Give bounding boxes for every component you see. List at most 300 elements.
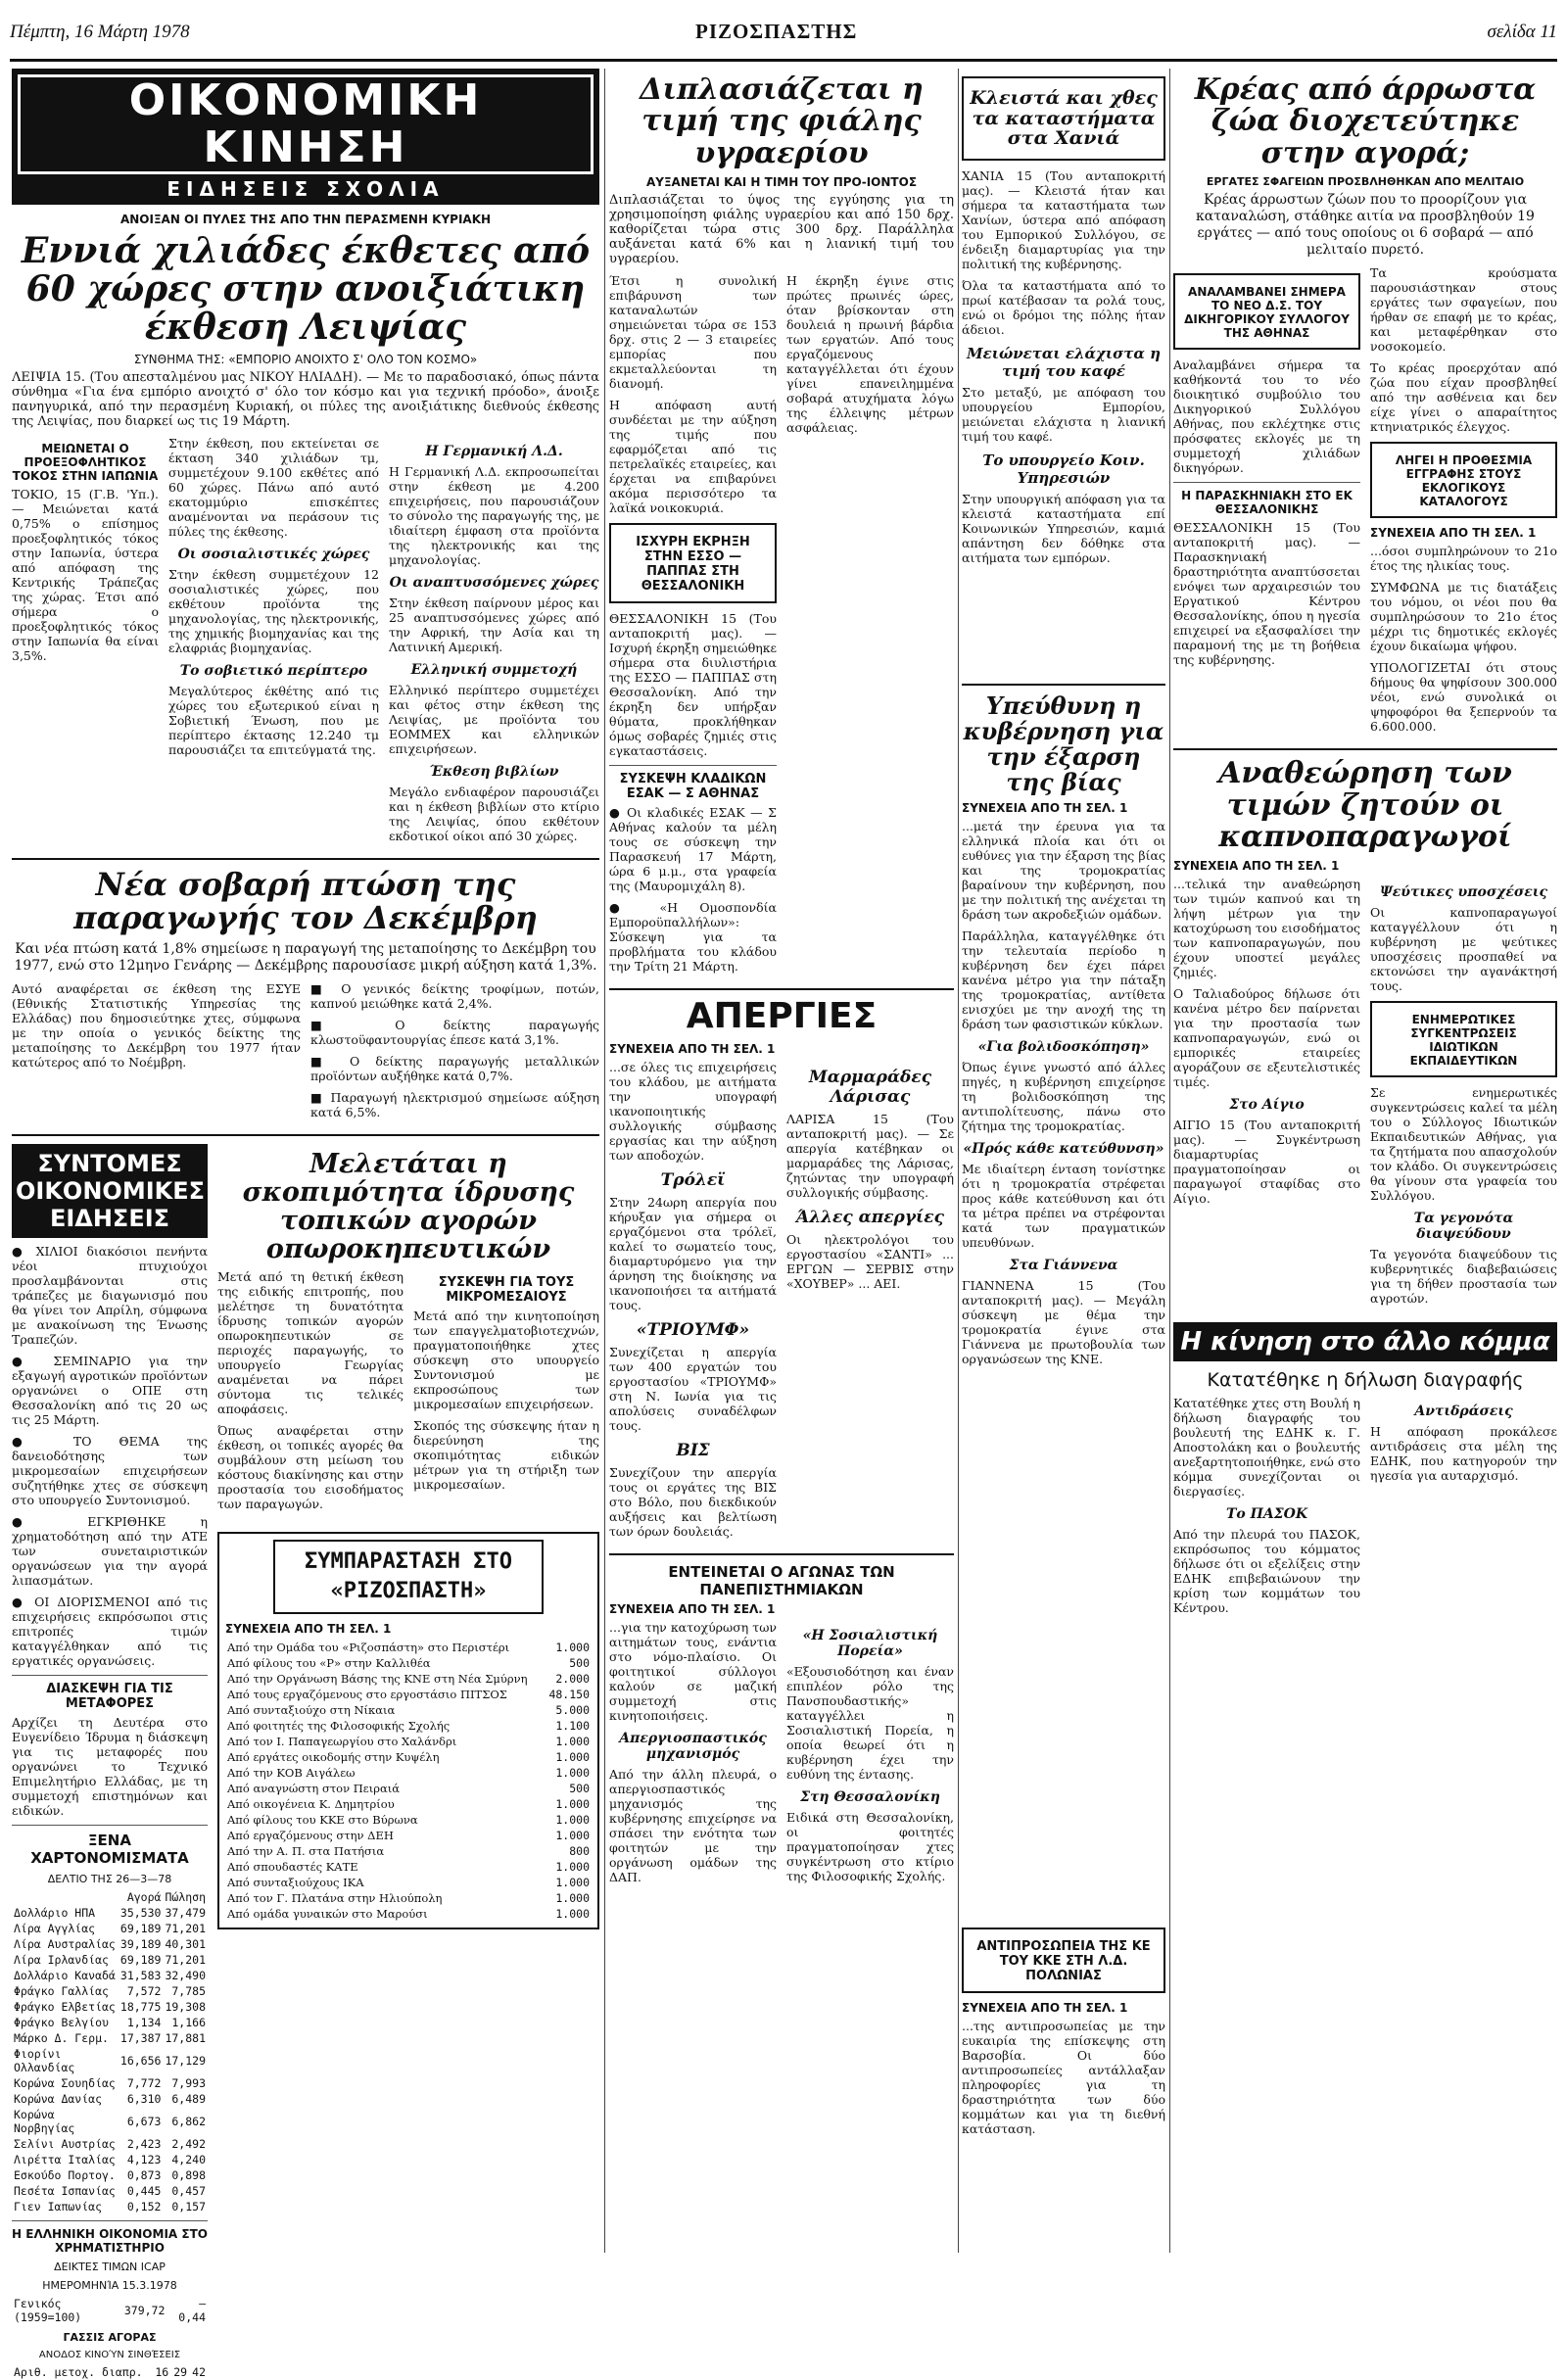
fx-title: ΞΕΝΑ ΧΑΡΤΟΝΟΜΙΣΜΑΤΑ	[30, 1831, 189, 1867]
fx-col-sell: Πώληση	[165, 1889, 206, 1904]
solidarity-title: ΣΥΜΠΑΡΑΣΤΑΣΗ ΣΤΟ «ΡΙΖΟΣΠΑΣΤΗ»	[273, 1540, 544, 1614]
article-subhead: Το ΠΑΣΟΚ	[1226, 1506, 1307, 1523]
fx-currency: Φράγκο Ελβετίας	[14, 1999, 116, 2014]
right-upper	[1173, 265, 1557, 740]
fx-buy: 2,423	[126, 2136, 162, 2151]
donation-amount: 800	[569, 1844, 590, 1859]
fx-sell: 0,157	[171, 2199, 206, 2213]
article-subhead: Το σοβιετικό περίπτερο	[179, 662, 368, 679]
issue-date: Πέμπτη, 16 Μάρτη 1978	[10, 22, 190, 42]
article-subhead: Έκθεση βιβλίων	[429, 763, 559, 780]
fx-buy: 7,572	[126, 1983, 162, 1998]
article-subhead: Τρόλεϊ	[660, 1170, 726, 1191]
article-body: Έτσι η συνολική επιβάρυνση των καταναλωτών σημειώνεται τώρα σε 153 δρχ. στις 2 — 3 εταιρείες εμπορίας που εκμεταλλεύονται τη διανομή.	[609, 273, 777, 392]
market-title: ΓΑΣΣΙΣ ΑΓΟΡΑΣ	[63, 2330, 157, 2344]
continuation-note: ΣΥΝΕΧΕΙΑ ΑΠΟ ΤΗ ΣΕΛ. 1	[1370, 526, 1537, 541]
market-value: 16	[155, 2364, 169, 2379]
fx-sell: 17,129	[165, 2053, 206, 2068]
article-body: ...για την κατοχύρωση των αιτημάτων τους, ενάντια στο νόμο-πλαίσιο. Οι φοιτητικοί σύλλογοι καλούν σε μαζική συμμετοχή στις κινητοποιήσεις.	[609, 1620, 777, 1724]
article-body: Στην έκθεση, που εκτείνεται σε έκταση 340 χιλιάδων τμ, συμμετέχουν 9.100 εκθέτες από 60 χώρες. Πάνω από αυτό εκατομμύριο επισκέπτες αναμένονται να περάσουν τις πύλες της έκθεσης.	[168, 435, 379, 539]
article-body: Συνεχίζεται η απεργία των 400 εργατών του εργοστασίου «ΤΡΙΟΥΜΦ» στη Ν. Ιωνία για τις απολύσεις συναδέλφων τους.	[609, 1345, 777, 1434]
index-date: ΗΜΕΡΟΜΗΝΊΑ 15.3.1978	[42, 2278, 177, 2292]
article-headline: Κρέας από άρρωστα ζώα διοχετεύτηκε στην αγορά;	[1194, 72, 1537, 170]
divider	[609, 988, 954, 990]
electoral-box	[1370, 442, 1557, 518]
brief-item: ● ΤΟ ΘΕΜΑ της δανειοδότησης των μικρομεσαίων επιχειρήσεων συζητήθηκε χτες σε σύσκεψη στο υπουργείο Συντονισμού.	[12, 1433, 208, 1507]
column-rule	[604, 69, 605, 2253]
article-subhead: «ΤΡΙΟΥΜΦ»	[636, 1320, 750, 1341]
brief-item: ● ΣΕΜΙΝΑΡΙΟ για την εξαγωγή αγροτικών προϊόντων οργανώνει ο ΟΠΕ στη Θεσσαλονίκη από τις 20 ως τις 25 Μάρτη.	[12, 1353, 208, 1427]
donation-amount: 1.000	[555, 1876, 590, 1890]
article-headline: ΑΝΤΙΠΡΟΣΩΠΕΙΑ ΤΗΣ ΚΕ ΤΟΥ ΚΚΕ ΣΤΗ Λ.Δ. ΠΟΛΩΝΙΑΣ	[976, 1939, 1151, 1983]
article-body: Από την άλλη πλευρά, ο απεργιοσπαστικός μηχανισμός της κυβέρνησης επιχείρησε να σπάσει την ενότητα των φοιτητών με την οργάνωση ομάδων της ΔΑΠ.	[609, 1767, 777, 1885]
article-body: Η έκρηξη έγινε στις πρώτες πρωινές ώρες, όταν βρίσκονταν στη δουλειά η πρωινή βάρδια των εργατών. Από τους εργαζόμενους καταγγέλλεται ότι έχουν γίνει επανειλημμένα σοβαρά ατυχήματα λόγω της έλλειψης μέτρων ασφάλειας.	[786, 273, 954, 436]
right-section	[1173, 69, 1557, 2253]
fx-buy: 69,189	[119, 1921, 162, 1935]
fx-sell: 6,489	[171, 2091, 206, 2106]
fx-currency: Γιεν Ιαπωνίας	[14, 2199, 103, 2213]
fx-sell: 0,457	[171, 2183, 206, 2198]
fx-buy: 4,123	[126, 2152, 162, 2166]
divider	[12, 1825, 208, 1826]
fx-buy: 35,530	[119, 1905, 162, 1920]
article-headline: ΕΝΤΕΙΝΕΤΑΙ Ο ΑΓΩΝΑΣ ΤΩΝ ΠΑΝΕΠΙΣΤΗΜΙΑΚΩΝ	[668, 1563, 895, 1599]
article-body: Στην έκθεση συμμετέχουν 12 σοσιαλιστικές χώρες, που εκθέτουν προϊόντα της μηχανολογίας, της ηλεκτρονικής, της χημικής βιομηχανίας και της ελαφριάς βιομηχανίας.	[168, 566, 379, 655]
fx-row	[12, 2199, 208, 2214]
fx-col-buy: Αγορά	[126, 1889, 162, 1904]
page-masthead	[10, 8, 1557, 62]
prices-body	[1173, 877, 1557, 1312]
continuation-note: ΣΥΝΕΧΕΙΑ ΑΠΟ ΤΗ ΣΕΛ. 1	[609, 1042, 776, 1057]
brief-item: ● ΕΓΚΡΙΘΗΚΕ η χρηματοδότηση από την ΑΤΕ των συνεταιριστικών οργανώσεων για την αγορά λιπασμάτων.	[12, 1513, 208, 1588]
article-subhead: Στη Θεσσαλονίκη	[800, 1789, 940, 1806]
article-body: Με ιδιαίτερη ένταση τονίστηκε ότι η τρομοκρατία στρέφεται προς κάθε κατεύθυνση και ότι τα μέτρα πρέπει να στρέφονται κατά των πραγματικών υπευθύνων.	[962, 1161, 1165, 1250]
donor-text: Από συνταξιούχο στη Νίκαια	[227, 1703, 396, 1718]
solidarity-row	[225, 1812, 592, 1828]
article-body: Το κρέας προερχόταν από ζώα που είχαν προσβληθεί από την ασθένεια και δεν είχε γίνει ο απαραίτητος κτηνιατρικός έλεγχος.	[1370, 360, 1557, 435]
solidarity-row	[225, 1906, 592, 1922]
article-body: Ειδικά στη Θεσσαλονίκη, οι φοιτητές πραγματοποίησαν χτες συγκέντρωση στο κτίριο της Φιλοσοφικής Σχολής.	[786, 1810, 954, 1884]
continuation-note: ΣΥΝΕΧΕΙΑ ΑΠΟ ΤΗ ΣΕΛ. 1	[962, 800, 1128, 815]
article-lead: Διπλασιάζεται το ύψος της εγγύησης για τη χρησιμοποίηση φιάλης υγραερίου και από 150 δρχ. καθορίζεται τώρα στις 300 δρχ. Παράλληλα αυξάνεται κατά 6% και η λιανική τιμή του υγραερίου.	[609, 193, 954, 267]
article-headline: Εννιά χιλιάδες έκθετες από 60 χώρες στην ανοιξιάτικη έκθεση Λειψίας	[21, 230, 591, 348]
fx-sell: 0,898	[171, 2167, 206, 2182]
fx-row	[12, 1936, 208, 1952]
article-body: Σε ενημερωτικές συγκεντρώσεις καλεί τα μέλη του ο Σύλλογος Ιδιωτικών Εκπαιδευτικών Αθήνας, για τα ζητήματα που απασχολούν τον κλάδο. Οι συγκεντρώσεις θα γίνουν στα γραφεία του Συλλόγου.	[1370, 1085, 1557, 1204]
donation-amount: 48.150	[548, 1688, 590, 1702]
solidarity-row	[225, 1655, 592, 1671]
production-body	[12, 981, 599, 1126]
divider	[12, 1675, 208, 1676]
article-headline: ΙΣΧΥΡΗ ΕΚΡΗΞΗ ΣΤΗΝ ΕΣΣΟ — ΠΑΠΠΑΣ ΣΤΗ ΘΕΣΣΑΛΟΝΙΚΗ	[636, 535, 750, 595]
article-body: ΑΙΓΙΟ 15 (Του ανταποκριτή μας). — Συγκέντρωση διαμαρτυρίας πραγματοποίησαν οι παραγωγοί σταφίδας στο Αίγιο.	[1173, 1118, 1360, 1207]
donor-text: Από συνταξιούχους ΙΚΑ	[227, 1876, 364, 1890]
article-body: ΘΕΣΣΑΛΟΝΙΚΗ 15 (Του ανταποκριτή μας). — Ισχυρή έκρηξη σημειώθηκε σήμερα στα διυλιστήρια της ΕΣΣΟ — ΠΑΠΠΑΣ στη Θεσσαλονίκη. Από την έκρηξη δεν υπήρξαν θύματα, προκλήθηκαν όμως σοβαρές ζημιές στις εγκαταστάσεις.	[609, 611, 777, 759]
donation-amount: 500	[569, 1656, 590, 1671]
left-section	[12, 69, 599, 2379]
fx-sell: 32,490	[165, 1968, 206, 1982]
article-body: Μετά από την κινητοποίηση των επαγγελματοβιοτεχνών, πραγματοποιήθηκε χτες σύσκεψη στο υπουργείο Συντονισμού με εκπροσώπους των μικρομεσαίων επιχειρήσεων.	[413, 1309, 599, 1412]
fx-row	[12, 1921, 208, 1936]
lower-left-main	[217, 1144, 599, 2380]
paper-name: ΡΙΖΟΣΠΑΣΤΗΣ	[695, 20, 858, 43]
article-subhead: Μειώνεται ελάχιστα η τιμή του καφέ	[966, 344, 1162, 380]
fx-currency: Λιρέττα Ιταλίας	[14, 2152, 116, 2166]
fx-sell: 17,881	[165, 2030, 206, 2045]
solidarity-row	[225, 1734, 592, 1749]
other-party-body	[1173, 1396, 1557, 1622]
article-subhead: Οι σοσιαλιστικές χώρες	[177, 546, 370, 562]
donor-text: Από εργαζόμενους στην ΔΕΗ	[227, 1829, 394, 1843]
poland-article	[962, 1920, 1165, 2243]
strikes-body	[609, 1060, 954, 1546]
donor-text: Από την Οργάνωση Βάσης της ΚΝΕ στη Νέα Σμύρνη	[227, 1672, 528, 1687]
fx-row	[12, 1999, 208, 2015]
market-value: 29	[173, 2364, 188, 2379]
section-title: ΟΙΚΟΝΟΜΙΚΗ ΚΙΝΗΣΗ	[18, 74, 594, 174]
article-subhead: ΣΥΣΚΕΨΗ ΓΙΑ ΤΟΥΣ ΜΙΚΡΟΜΕΣΑΙΟΥΣ	[438, 1275, 575, 1306]
donor-text: Από αναγνώστη στον Πειραιά	[227, 1782, 401, 1796]
market-note: ΑΝΟΔΟΣ ΚΙΝΟΎΝ ΣΙΝΘΈΣΕΙΣ	[38, 2349, 181, 2360]
article-subhead: Απεργιοσπαστικός μηχανισμός	[619, 1731, 767, 1763]
leipzig-area	[12, 436, 599, 850]
continuation-note: ΣΥΝΕΧΕΙΑ ΑΠΟ ΤΗ ΣΕΛ. 1	[225, 1622, 392, 1637]
continuation-note: ΣΥΝΕΧΕΙΑ ΑΠΟ ΤΗ ΣΕΛ. 1	[609, 1602, 776, 1617]
fx-buy: 69,189	[119, 1952, 162, 1967]
local-markets-body	[217, 1269, 599, 1518]
divider	[12, 1134, 599, 1136]
article-headline: ΜΕΙΩΝΕΤΑΙ Ο ΠΡΟΕΞΟΦΛΗΤΙΚΟΣ ΤΟΚΟΣ ΣΤΗΝ ΙΑΠΩΝΙΑ	[12, 441, 159, 483]
article-body: ...τελικά την αναθεώρηση των τιμών καπνού και τη λήψη μέτρων για την κατοχύρωση του εισοδήματος των καπνοπαραγωγών, που έχουν υποστεί μεγάλες ζημιές.	[1173, 877, 1360, 980]
solidarity-row	[225, 1781, 592, 1796]
fx-currency: Φράγκο Βελγίου	[14, 2015, 109, 2029]
article-body: Παράλληλα, καταγγέλθηκε ότι την τελευταία περίοδο η κυβέρνηση δεν έχει πάρει κανένα μέτρο για την πάταξη της τρομοκρατίας, αντίθετα ενισχύει με την ανοχή της τη δράση των φασιστικών κύκλων.	[962, 928, 1165, 1031]
donor-text: Από φοιτητές της Φιλοσοφικής Σχολής	[227, 1719, 451, 1734]
japan-article	[12, 436, 159, 850]
article-subhead: Στα Γιάννενα	[1009, 1257, 1118, 1273]
donation-amount: 5.000	[555, 1703, 590, 1718]
fx-currency: Κορώνα Σουηδίας	[14, 2075, 116, 2090]
article-body: ● Οι κλαδικές ΕΣΑΚ — Σ Αθήνας καλούν τα μέλη τους σε σύσκεψη την Παρασκευή 17 Μάρτη, ώρα 6 μ.μ., στα γραφεία της (Μαυρομιχάλη 8).	[609, 805, 777, 894]
fx-sell: 40,301	[165, 1936, 206, 1951]
fx-row	[12, 2183, 208, 2199]
article-headline: ΛΗΓΕΙ Η ΠΡΟΘΕΣΜΙΑ ΕΓΓΡΑΦΗΣ ΣΤΟΥΣ ΕΚΛΟΓΙΚΟΥΣ ΚΑΤΑΛΟΓΟΥΣ	[1395, 453, 1533, 509]
oil-body	[609, 273, 954, 980]
article-body: Αυτό αναφέρεται σε έκθεση της ΕΣΥΕ (Εθνικής Στατιστικής Υπηρεσίας της Ελλάδας) που δημοσιεύτηκε χτες, σύμφωνα με την οποία ο γενικός δείκτης της μεταποίησης το Δεκέμβρη του 1977 ήταν κατώτερος από το Νοέμβρη.	[12, 980, 301, 1070]
article-subhead: Οι αναπτυσσόμενες χώρες	[389, 574, 599, 591]
article-headline: ΔΙΑΣΚΕΨΗ ΓΙΑ ΤΙΣ ΜΕΤΑΦΟΡΕΣ	[46, 1681, 173, 1711]
index-label: Γενικός (1959=100)	[14, 2296, 82, 2324]
article-subhead: Ελληνική συμμετοχή	[410, 661, 578, 678]
fx-buy: 0,445	[126, 2183, 162, 2198]
divider	[12, 858, 599, 860]
article-body: Στην υπουργική απόφαση για τα κλειστά καταστήματα επί Κοινωνικών Υπηρεσιών, καμιά απάντηση δεν δόθηκε στα αιτήματα των εμπόρων.	[962, 491, 1165, 565]
brief-item: ● ΧΙΛΙΟΙ διακόσιοι πενήντα νέοι πτυχιούχοι προσλαμβάνονται στις τράπεζες με διαγωνισμό που θα γίνει τον Απρίλη, σύμφωνα με ανακοίνωση της Ένωσης Τραπεζών.	[12, 1243, 208, 1347]
table-header-row	[12, 1889, 208, 1905]
fx-buy: 0,873	[126, 2167, 162, 2182]
article-body: ΛΑΡΙΣΑ 15 (Του ανταποκριτή μας). — Σε απεργία κατέβηκαν οι μαρμαράδες της Λάρισας, ζητώντας την υπογραφή συλλογικής σύμβασης.	[786, 1112, 954, 1201]
article-subhead: «Πρός κάθε κατεύθυνση»	[963, 1140, 1164, 1157]
article-headline: Κατατέθηκε η δήλωση διαγραφής	[1207, 1369, 1524, 1392]
donor-text: Από τον Ι. Παπαγεωργίου στο Χαλάνδρι	[227, 1735, 457, 1749]
column-rule	[958, 69, 959, 2253]
article-body: Κατατέθηκε χτες στη Βουλή η δήλωση διαγραφής του βουλευτή της ΕΔΗΚ κ. Γ. Αποστολάκη και ο βουλευτής ανεξαρτητοποιήθηκε, ενώ στο κόμμα συνεχίζονται οι διεργασίες.	[1173, 1396, 1360, 1499]
article-body: Μετά από τη θετική έκθεση της ειδικής επιτροπής, που μελέτησε τη δυνατότητα ίδρυσης τοπικών αγορών οπωροκηπευτικών σε περιοχές παραγωγής, το υπουργείο Γεωργίας αναμένεται να πάρει σύντομα τις τελικές αποφάσεις.	[217, 1269, 404, 1417]
fx-currency: Λίρα Αγγλίας	[14, 1921, 96, 1935]
fx-row	[12, 2152, 208, 2167]
explosion-box	[609, 523, 777, 603]
article-body: Τα γεγονότα διαψεύδουν τις κυβερνητικές διαβεβαιώσεις για τη δήθεν προστασία των αγροτών.	[1370, 1247, 1557, 1307]
solidarity-row	[225, 1640, 592, 1655]
schools-box	[1370, 1001, 1557, 1077]
article-body: Οι ηλεκτρολόγοι του εργοστασίου «ΣΑΝΤΙ» ... ΕΡΓΩΝ — ΣΕΡΒΙΣ στην «ΧΟΥΒΕΡ» ... ΑΕΙ.	[786, 1232, 954, 1292]
market-value: 42	[192, 2364, 206, 2379]
continuation-note: ΣΥΝΕΧΕΙΑ ΑΠΟ ΤΗ ΣΕΛ. 1	[1173, 859, 1340, 874]
article-body: ΧΑΝΙΑ 15 (Του ανταποκριτή μας). — Κλειστά ήταν και σήμερα τα καταστήματα των Χανίων, ύστερα από απόφαση του Εμπορικού Συλλόγου, σε ένδειξη διαμαρτυρίας για την πολιτική της κυβέρνησης.	[962, 167, 1165, 271]
solidarity-row	[225, 1718, 592, 1734]
fx-buy: 16,656	[119, 2053, 162, 2068]
chania-box	[962, 76, 1165, 161]
fx-buy: 7,772	[126, 2075, 162, 2090]
article-body: ■ Ο δείκτης παραγωγής κλωστοϋφαντουργίας έπεσε κατά 3,1%.	[310, 1017, 599, 1047]
fx-buy: 31,583	[119, 1968, 162, 1982]
briefs-column	[12, 1144, 208, 2380]
section-subtitle: ΕΙΔΗΣΕΙΣ ΣΧΟΛΙΑ	[166, 177, 445, 201]
fx-buy: 18,775	[119, 1999, 162, 2014]
solidarity-row	[225, 1796, 592, 1812]
article-kicker: ΕΡΓΑΤΕΣ ΣΦΑΓΕΙΩΝ ΠΡΟΣΒΛΗΘΗΚΑΝ ΑΠΟ ΜΕΛΙΤΑΙΟ	[1206, 175, 1525, 189]
lawyers-box	[1173, 273, 1360, 350]
fx-currency: Μάρκο Δ. Γερμ.	[14, 2030, 109, 2045]
donor-text: Από σπουδαστές ΚΑΤΕ	[227, 1860, 358, 1875]
article-headline: Διπλασιάζεται η τιμή της φιάλης υγραερίου	[640, 72, 924, 170]
article-headline: Μελετάται η σκοπιμότητα ίδρυσης τοπικών αγορών οπωροκηπευτικών	[242, 1148, 575, 1265]
article-body: ■ Ο γενικός δείκτης τροφίμων, ποτών, καπνού μειώθηκε κατά 2,4%.	[310, 980, 599, 1011]
article-headline: Η ΕΛΛΗΝΙΚΗ ΟΙΚΟΝΟΜΙΑ ΣΤΟ ΧΡΗΜΑΤΙΣΤΗΡΙΟ	[12, 2226, 208, 2255]
fx-row	[12, 1968, 208, 1983]
fx-row	[12, 1952, 208, 1968]
article-body: ΘΕΣΣΑΛΟΝΙΚΗ 15 (Του ανταποκριτή μας). — Παρασκηνιακή δραστηριότητα αναπτύσσεται ενόψει των αρχαιρεσιών του Εργατικού Κέντρου Θεσσαλονίκης, όπου η ηγεσία επιχειρεί να εξασφαλίσει την παραμονή της με τη βοήθεια της κυβέρνησης.	[1173, 520, 1360, 668]
article-subhead: Ψεύτικες υποσχέσεις	[1379, 884, 1548, 901]
article-headline: Υπεύθυνη η κυβέρνηση για την έξαρση της βίας	[963, 691, 1164, 796]
article-headline: ΑΠΕΡΓΙΕΣ	[686, 996, 878, 1037]
solidarity-row	[225, 1875, 592, 1890]
article-subhead: Στο Αίγιο	[1229, 1097, 1305, 1114]
fx-currency: Εσκούδο Πορτογ.	[14, 2167, 116, 2182]
fx-row	[12, 2046, 208, 2075]
briefs-banner: ΣΥΝΤΟΜΕΣ ΟΙΚΟΝΟΜΙΚΕΣ ΕΙΔΗΣΕΙΣ	[12, 1144, 208, 1238]
solidarity-table	[225, 1640, 592, 1922]
donation-amount: 1.000	[555, 1766, 590, 1781]
divider	[962, 684, 1165, 686]
fx-sell: 2,492	[171, 2136, 206, 2151]
solidarity-row	[225, 1890, 592, 1906]
column-rule	[1169, 69, 1170, 2253]
donor-text: Από ομάδα γυναικών στο Μαρούσι	[227, 1907, 428, 1922]
index-change: — 0,44	[178, 2296, 206, 2324]
leipzig-body	[168, 436, 599, 850]
fx-sell: 6,862	[171, 2114, 206, 2128]
donation-amount: 500	[569, 1782, 590, 1796]
article-body: Οι καπνοπαραγωγοί καταγγέλλουν ότι η κυβέρνηση με ψεύτικες υποσχέσεις προσπαθεί να εκτονώσει την αγανάκτησή τους.	[1370, 905, 1557, 994]
article-body: ■ Παραγωγή ηλεκτρισμού σημείωσε αύξηση κατά 6,5%.	[310, 1089, 599, 1119]
donation-amount: 2.000	[555, 1672, 590, 1687]
divider	[609, 1553, 954, 1555]
donation-amount: 1.000	[555, 1907, 590, 1922]
fx-row	[12, 2030, 208, 2046]
fx-row	[12, 2015, 208, 2030]
poland-box	[962, 1928, 1165, 1993]
fx-buy: 39,189	[119, 1936, 162, 1951]
fx-buy: 6,310	[126, 2091, 162, 2106]
article-body: Όπως αναφέρεται στην έκθεση, οι τοπικές αγορές θα συμβάλουν στη μείωση του κόστους διακίνησης και στην προστασία του εισοδήματος των παραγωγών.	[217, 1423, 404, 1512]
donor-text: Από την Ομάδα του «Ριζοσπάστη» στο Περιστέρι	[227, 1641, 510, 1655]
fx-currency: Πεσέτα Ισπανίας	[14, 2183, 116, 2198]
article-subhead: ΒΙΣ	[676, 1441, 710, 1461]
article-body: ...σε όλες τις επιχειρήσεις του κλάδου, με αιτήματα την υπογραφή ικανοποιητικής συλλογικής σύμβασης εργασίας και την αύξηση των αποδοχών.	[609, 1060, 777, 1164]
donor-text: Από οικογένεια Κ. Δημητρίου	[227, 1797, 395, 1812]
fx-currency: Λίρα Αυστραλίας	[14, 1936, 116, 1951]
solidarity-row	[225, 1765, 592, 1781]
table-row	[12, 2364, 208, 2380]
article-subhead: Η Γερμανική Λ.Δ.	[425, 443, 563, 459]
article-body: Αρχίζει τη Δευτέρα στο Ευγενίδειο Ίδρυμα η διάσκεψη για τις μεταφορές που οργανώνει το Τεχνικό Επιμελητήριο Ελλάδας, με τη συμμετοχή επιστημόνων και ειδικών.	[12, 1714, 208, 1818]
article-kicker: ΑΝΟΙΞΑΝ ΟΙ ΠΥΛΕΣ ΤΗΣ ΑΠΟ ΤΗΝ ΠΕΡΑΣΜΕΝΗ ΚΥΡΙΑΚΗ	[119, 213, 492, 226]
solidarity-row	[225, 1843, 592, 1859]
solidarity-row	[225, 1687, 592, 1702]
article-headline: ΕΝΗΜΕΡΩΤΙΚΕΣ ΣΥΓΚΕΝΤΡΩΣΕΙΣ ΙΔΙΩΤΙΚΩΝ ΕΚΠΑΙΔΕΥΤΙΚΩΝ	[1409, 1013, 1518, 1069]
fx-buy: 6,673	[126, 2114, 162, 2128]
article-body: ΓΙΑΝΝΕΝΑ 15 (Του ανταποκριτή μας). — Μεγάλη σύσκεψη με θέμα την τρομοκρατία έγινε στα Γιάννενα με πρωτοβουλία των οργανώσεων της ΚΝΕ.	[962, 1277, 1165, 1366]
index-table	[12, 2296, 208, 2325]
article-body: ΣΥΜΦΩΝΑ με τις διατάξεις του νόμου, οι νέοι που θα συμπληρώσουν το 21ο έτος μέχρι τις δημοτικές εκλογές έχουν δικαίωμα ψήφου.	[1370, 580, 1557, 654]
fx-sell: 37,479	[165, 1905, 206, 1920]
article-body: Σκοπός της σύσκεψης ήταν η διερεύνηση της σκοπιμότητας ειδικών μέτρων για τη στήριξη των μικρομεσαίων.	[413, 1418, 599, 1493]
article-body: Ελληνικό περίπτερο συμμετέχει και φέτος στην έκθεση της Λειψίας, με προϊόντα του ΕΟΜΜΕΧ και ελληνικών επιχειρήσεων.	[389, 682, 599, 756]
divider	[609, 765, 777, 766]
donor-text: Από τους εργαζόμενους στο εργοστάσιο ΠΙΤΣΟΣ	[227, 1688, 507, 1702]
article-body: ...μετά την έρευνα για τα ελληνικά πλοία και ότι οι ευθύνες για την έξαρση της βίας και της τρομοκρατίας βαραίνουν την κυβέρνηση, που με την πολιτική της ανέχεται τη δράση των ακροδεξιών ομάδων.	[962, 818, 1165, 922]
fx-sell: 1,166	[171, 2015, 206, 2029]
fx-sell: 7,993	[171, 2075, 206, 2090]
fx-currency: Φιορίνι Ολλανδίας	[14, 2046, 75, 2074]
article-body: ΥΠΟΛΟΓΙΖΕΤΑΙ ότι στους δήμους θα ψηφίσουν 300.000 νέοι, ενώ συνολικά οι ψηφοφόροι θα ξεπερνούν τα 6.600.000.	[1370, 660, 1557, 735]
article-subhead: Άλλες απεργίες	[796, 1208, 944, 1228]
fx-buy: 1,134	[126, 2015, 162, 2029]
article-kicker: ΑΥΞΑΝΕΤΑΙ ΚΑΙ Η ΤΙΜΗ ΤΟΥ ΠΡΟ-ΙΟΝΤΟΣ	[645, 175, 918, 190]
fx-sell: 71,201	[165, 1952, 206, 1967]
section-banner	[12, 69, 599, 205]
middle-section	[609, 69, 954, 2253]
article-body: ΤΟΚΙΟ, 15 (Γ.Β. 'Υπ.). — Μειώνεται κατά 0,75% ο επίσημος προεξοφλητικός τόκος στην Ιαπωνία, ύστερα από απόφαση της Κεντρικής Τράπεζας της χώρας. Έτσι από σήμερα ο προεξοφλητικός τόκος στην Ιαπωνία θα είναι 3,5%.	[12, 486, 159, 663]
article-body: Στο μεταξύ, με απόφαση του υπουργείου Εμπορίου, μειώνεται ελάχιστα η λιανική τιμή του καφέ.	[962, 384, 1165, 444]
article-body: ● «Η Ομοσπονδία Εμποροϋπαλλήλων»: Σύσκεψη για τα προβλήματα του κλάδου την Τρίτη 21 Μάρτη.	[609, 900, 777, 975]
fx-table	[12, 1889, 208, 2214]
fx-currency: Σελίνι Αυστρίας	[14, 2136, 116, 2151]
article-subhead: Μαρμαράδες Λάρισας	[808, 1068, 932, 1108]
violence-article	[962, 676, 1165, 1910]
solidarity-row	[225, 1671, 592, 1687]
brief-item: ● ΟΙ ΔΙΟΡΙΣΜΕΝΟΙ από τις επιχειρήσεις εκπρόσωποι στις επιτροπές τιμών καταγγέλθηκαν από τις εργατικές οργανώσεις.	[12, 1594, 208, 1668]
students-body	[609, 1620, 954, 1891]
fx-currency: Κορώνα Νορβηγίας	[14, 2107, 75, 2135]
fx-sell: 4,240	[171, 2152, 206, 2166]
fx-buy: 17,387	[119, 2030, 162, 2045]
divider	[1173, 482, 1360, 483]
fx-sell: 7,785	[171, 1983, 206, 1998]
solidarity-row	[225, 1749, 592, 1765]
article-body: Ο Ταλιαδούρος δήλωσε ότι κανένα μέτρο δεν παίρνεται για την προστασία των καπνοπαραγωγών, ενώ οι εμπορικές εταιρείες αγοράζουν σε εξευτελιστικές τιμές.	[1173, 986, 1360, 1090]
fx-currency: Δολλάριο ΗΠΑ	[14, 1905, 96, 1920]
donor-text: Από την ΚΟΒ Αιγάλεω	[227, 1766, 356, 1781]
continuation-note: ΣΥΝΕΧΕΙΑ ΑΠΟ ΤΗ ΣΕΛ. 1	[962, 2001, 1128, 2015]
article-body: Η απόφαση προκάλεσε αντιδράσεις στα μέλη της ΕΔΗΚ, που κατηγορούν την ηγεσία για αυταρχισμό.	[1370, 1424, 1557, 1484]
article-lead: Κρέας άρρωστων ζώων που το προορίζουν για καταναλώση, στάθηκε αιτία να προσβληθούν 19 εργάτες — από τους οποίους οι 6 σοβαρά — από μελιταίο πυρετό.	[1196, 192, 1535, 259]
solidarity-box	[217, 1532, 599, 1929]
article-body: Όλα τα καταστήματα από το πρωί κατέβασαν τα ρολά τους, ενώ οι δρόμοι της πόλης ήταν άδειοι.	[962, 277, 1165, 337]
donation-amount: 1.000	[555, 1813, 590, 1828]
donation-amount: 1.000	[555, 1750, 590, 1765]
article-body: ■ Ο δείκτης παραγωγής μεταλλικών προϊόντων αυξήθηκε κατά 0,7%.	[310, 1053, 599, 1083]
donation-amount: 1.000	[555, 1860, 590, 1875]
fx-sell: 19,308	[165, 1999, 206, 2014]
fx-sell: 71,201	[165, 1921, 206, 1935]
article-body: Στην έκθεση παίρνουν μέρος και 25 αναπτυσσόμενες χώρες από την Αφρική, την Ασία και τη Λατινική Αμερική.	[389, 595, 599, 654]
fx-row	[12, 2107, 208, 2136]
article-body: ...της αντιπροσωπείας με την ευκαιρία της επίσκεψης στη Βαρσοβία. Οι δύο αντιπροσωπείες αντάλλαξαν πληροφορίες για τη δραστηριότητα των δύο κομμάτων και για τη διεθνή κατάσταση.	[962, 2019, 1165, 2136]
article-body: Από την πλευρά του ΠΑΣΟΚ, εκπρόσωπος του κόμματος δήλωσε ότι οι εξελίξεις στην ΕΔΗΚ επιβεβαιώνουν την κρίση των κομμάτων του Κέντρου.	[1173, 1527, 1360, 1616]
donor-text: Από φίλους του «Ρ» στην Καλλιθέα	[227, 1656, 431, 1671]
article-body: Συνεχίζουν την απεργία τους οι εργάτες της ΒΙΣ στο Βόλο, που διεκδικούν αυξήσεις και βελτίωση των όρων δουλειάς.	[609, 1465, 777, 1540]
article-subhead: Τα γεγονότα διαψεύδουν	[1413, 1211, 1514, 1243]
article-headline: ΣΥΣΚΕΨΗ ΚΛΑΔΙΚΩΝ ΕΣΑΚ — Σ ΑΘΗΝΑΣ	[619, 772, 767, 802]
solidarity-row	[225, 1828, 592, 1843]
market-label: Αριθ. μετοχ. διαπρ.	[14, 2364, 143, 2379]
index-value: 379,72	[123, 2303, 166, 2317]
article-body: Μεγαλύτερος έκθέτης από τις χώρες του εξωτερικού είναι η Σοβιετική Ένωση, που με περίπτερο έκτασης 12.240 τμ παρουσιάζει τα επιτεύγματά της.	[168, 683, 379, 757]
index-subtitle: ΔΕΙΚΤΕΣ ΤΙΜΩΝ ICAP	[54, 2260, 166, 2273]
market-table	[12, 2364, 208, 2380]
donation-amount: 1.000	[555, 1829, 590, 1843]
article-headline: Νέα σοβαρή πτώση της παραγωγής τον Δεκέμβρη	[73, 865, 538, 937]
divider	[1173, 748, 1557, 750]
fx-row	[12, 2136, 208, 2152]
article-body: Αναλαμβάνει σήμερα τα καθήκοντά του το νέο διοικητικό συμβούλιο του Δικηγορικού Συλλόγου Αθήνας, που εκλέχτηκε στις πρόσφατες εκλογές με τη συμμετοχή χιλιάδων δικηγόρων.	[1173, 357, 1360, 476]
donor-text: Από φίλους του ΚΚΕ στο Βύρωνα	[227, 1813, 418, 1828]
article-headline: ΑΝΑΛΑΜΒΑΝΕΙ ΣΗΜΕΡΑ ΤΟ ΝΕΟ Δ.Σ. ΤΟΥ ΔΙΚΗΓΟΡΙΚΟΥ ΣΥΛΛΟΓΟΥ ΤΗΣ ΑΘΗΝΑΣ	[1184, 285, 1350, 341]
donor-text: Από τον Γ. Πλατάνα στην Ηλιούπολη	[227, 1891, 443, 1906]
fx-subtitle: ΔΕΛΤΙΟ ΤΗΣ 26—3—78	[47, 1872, 172, 1885]
article-headline: Η ΠΑΡΑΣΚΗΝΙΑΚΗ ΣΤΟ ΕΚ ΘΕΣΣΑΛΟΝΙΚΗΣ	[1181, 489, 1353, 517]
article-body: Τα κρούσματα παρουσιάστηκαν στους εργάτες των σφαγείων, που ήρθαν σε επαφή με το κρέας, και μεταφέρθηκαν στο νοσοκομείο.	[1370, 265, 1557, 355]
fx-currency: Κορώνα Δανίας	[14, 2091, 103, 2106]
article-body: Στην 24ωρη απεργία που κήρυξαν για σήμερα οι εργαζόμενοι στα τρόλεϊ, καλεί το σωματείο τους, διαμαρτυρόμενο για την άρνηση της διοίκησης να ικανοποιήσει τα αιτήματά τους.	[609, 1195, 777, 1313]
page-number: σελίδα 11	[1487, 22, 1557, 42]
article-body: «Εξουσιοδότηση και έναν επιπλέον ρόλο της Πανσπουδαστικής» καταγγέλλει η Σοσιαλιστική Πορεία, η οποία θεωρεί ότι η κυβέρνηση έχει την ευθύνη της έντασης.	[786, 1664, 954, 1783]
article-body: Η Γερμανική Λ.Δ. εκπροσωπείται στην έκθεση με 4.200 επιχειρήσεις, που παρουσιάζουν το σύνολο της παραγωγής της, με ιδιαίτερη έμφαση στα προϊόντα της ηλεκτρονικής και της μηχανολογίας.	[389, 463, 599, 567]
article-subhead: «Για βολιδοσκόπηση»	[977, 1038, 1150, 1055]
divider	[12, 2220, 208, 2221]
fx-row	[12, 1905, 208, 1921]
article-headline: Αναθεώρηση των τιμών ζητούν οι καπνοπαραγωγοί	[1218, 756, 1512, 854]
donor-text: Από την Α. Π. στα Πατήσια	[227, 1844, 385, 1859]
article-subhead: Το υπουργείο Κοιν. Υπηρεσιών	[982, 451, 1145, 487]
donation-amount: 1.000	[555, 1735, 590, 1749]
donation-amount: 1.000	[555, 1641, 590, 1655]
article-lead: Και νέα πτώση κατά 1,8% σημείωσε η παραγωγή της μεταποίησης το Δεκέμβρη του 1977, ενώ στο 12μηνο Γενάρης — Δεκέμβρης παρουσίασε μικρή αύξηση κατά 1,3%.	[14, 940, 597, 974]
fx-currency: Λίρα Ιρλανδίας	[14, 1952, 109, 1967]
fx-currency: Φράγκο Γαλλίας	[14, 1983, 109, 1998]
